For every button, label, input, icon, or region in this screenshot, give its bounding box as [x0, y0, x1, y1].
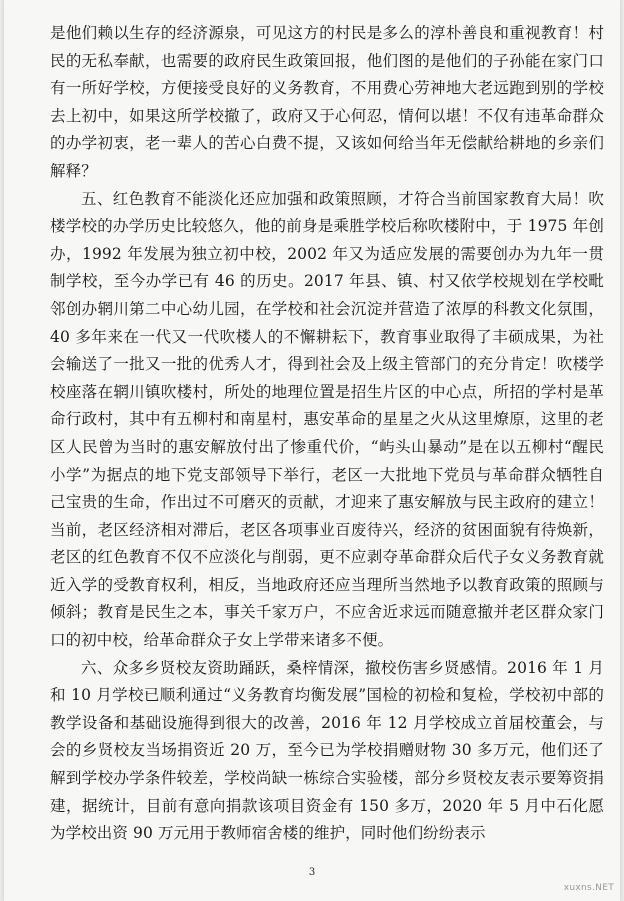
site-watermark: xuxns.NET: [563, 883, 614, 893]
paragraph-continuation: 是他们赖以生存的经济源泉，可见这方的村民是多么的淳朴善良和重视教育！村民的无私奉献，也需要的政府民生政策回报，他们图的是他们的子孙能在家门口有一所好学校，方便接受良好的义务教育，不用费心劳神地大老远跑到别的学校去上初中，如果这所学校撤了，政府又于心何忍，情何以堪！不仅有违革命群众的办学初衷，老一辈人的苦心白费不提，又该如何给当年无偿献给耕地的乡亲们解释？: [50, 24, 604, 180]
page-number: 3: [308, 867, 316, 878]
document-body: [50, 20, 604, 848]
paragraph-section-six: 六、众多乡贤校友资助踊跃，桑梓情深，撤校伤害乡贤感情。2016 年 1 月和 10 月学校已顺利通过“义务教育均衡发展”国检的初检和复检，学校初中部的教学设备和基础设施得到很大的改善，2016 年 12 月学校成立首届校董会，与会的乡贤校友当场捐资近 20 万，至今已为学校捐赠财物 30 多万元，他们还了解到学校办学条件较差，学校尚缺一栋综合实验楼，部分乡贤校友表示要筹资捐建，据统计，目前有意向捐款该项目资金有 150 多万，2020 年 5 月中石化愿为学校出资 90 万元用于教师宿舍楼的维护，同时他们纷纷表示: [50, 658, 604, 843]
document-page: [4, 0, 620, 901]
paragraph-section-five: 五、红色教育不能淡化还应加强和政策照顾，才符合当前国家教育大局！吹楼学校的办学历史比较悠久，他的前身是乘胜学校后称吹楼附中，于 1975 年创办，1992 年发展为独立初中校，2002 年又为适应发展的需要创办为九年一贯制学校，至今办学已有 46 的历史。2017 年县、镇、村又依学校规划在学校毗邻创办辋川第二中心幼儿园，在学校和社会沉淀并营造了浓厚的科教文化氛围，40 多年来在一代又一代吹楼人的不懈耕耘下，教育事业取得了丰硕成果，为社会输送了一批又一批的优秀人才，得到社会及上级主管部门的充分肯定！吹楼学校座落在辋川镇吹楼村，所处的地理位置是招生片区的中心点，所招的学村是革命行政村，其中有五柳村和南星村，惠安革命的星星之火从这里燎原，这里的老区人民曾为当时的惠安解放付出了惨重代价，“屿头山暴动”是在以五柳村“醒民小学”为据点的地下党支部领导下举行，老区一大批地下党员与革命群众牺牲自己宝贵的生命，作出过不可磨灭的贡献，才迎来了惠安解放与民主政府的建立！当前，老区经济相对滞后，老区各项事业百废待兴，经济的贫困面貌有待焕新，老区的红色教育不仅不应淡化与削弱，更不应剥夺革命群众后代子女义务教育就近入学的受教育权利，相反，当地政府还应当理所当然地予以教育政策的照顾与倾斜；教育是民生之本，事关千家万户，不应舍近求远而随意撤并老区群众家门口的初中校，给革命群众子女上学带来诸多不便。: [50, 189, 604, 650]
